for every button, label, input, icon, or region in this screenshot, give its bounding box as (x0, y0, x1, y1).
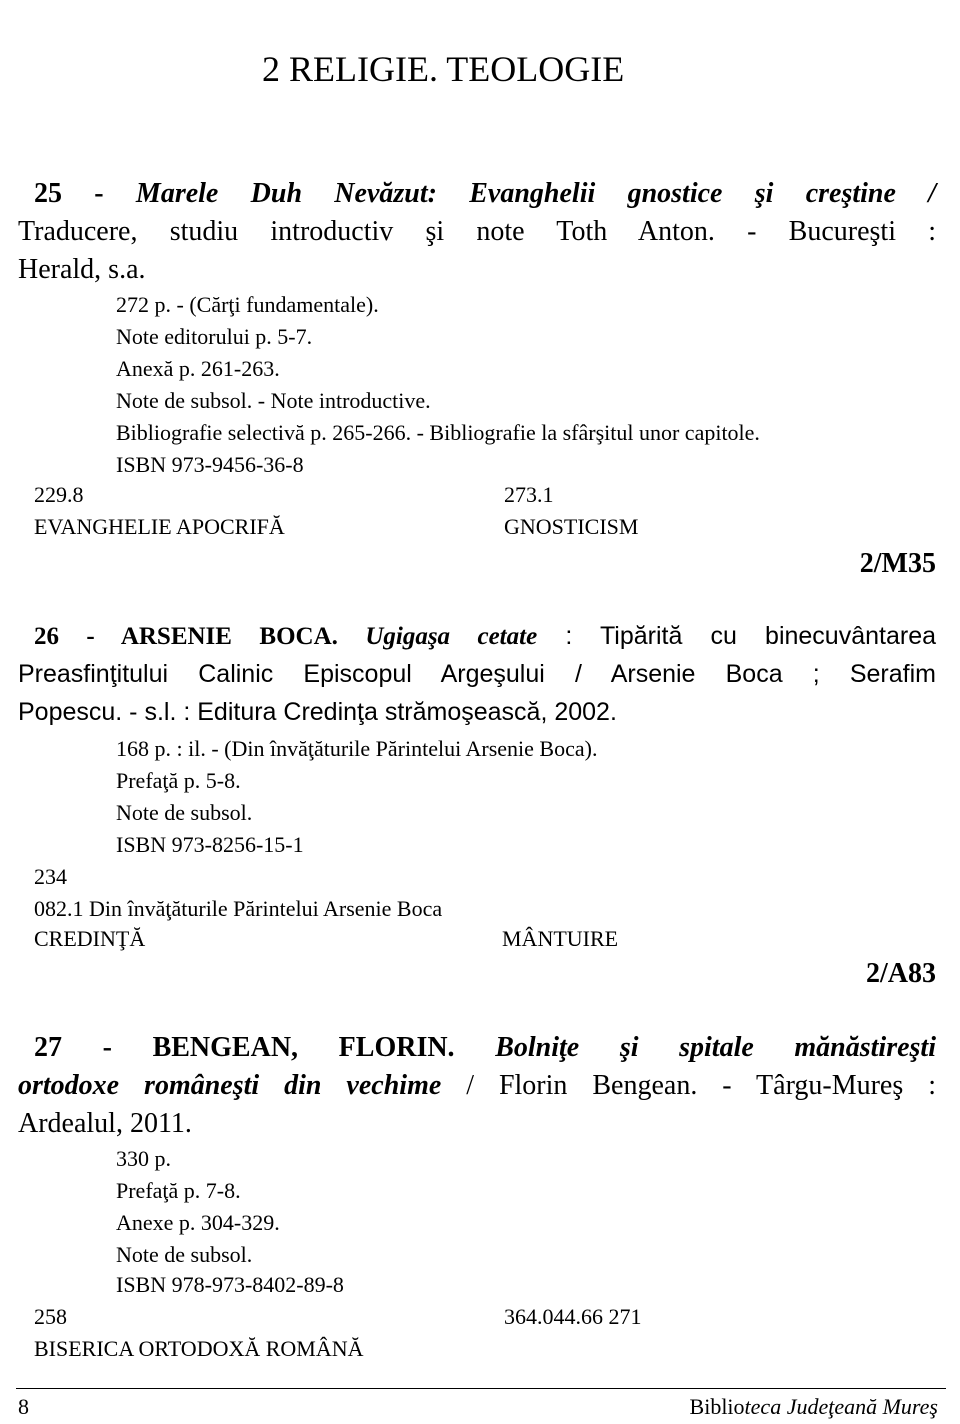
subject-left: EVANGHELIE APOCRIFĂ (34, 514, 285, 539)
footer-library-rest: teca Judeţeană Mureş (744, 1394, 938, 1419)
entry-27-line1 (34, 1032, 936, 1064)
entry-title-rest: / Florin Bengean. - Târgu-Mureş : (441, 1070, 936, 1101)
entry-25-line1 (34, 178, 936, 210)
entry-26-line3: Popescu. - s.l. : Editura Credinţa strămoşească, 2002. (18, 698, 617, 726)
entry-number: 25 - (34, 178, 136, 209)
entry-title-cont: ortodoxe româneşti din vechime (18, 1070, 442, 1101)
classification-1: 234 (34, 864, 67, 889)
detail-line: 330 p. (116, 1146, 171, 1171)
detail-line: 168 p. : il. - (Din învăţăturile Părintelui Arsenie Boca). (116, 736, 598, 761)
entry-26-line2: Preasfinţitului Calinic Episcopul Argeşului / Arsenie Boca ; Serafim (18, 660, 936, 688)
detail-line: Prefaţă p. 7-8. (116, 1178, 241, 1203)
shelf-mark: 2/M35 (859, 548, 936, 579)
entry-26-line1 (34, 622, 936, 651)
footer-rule (16, 1388, 946, 1389)
detail-line: Anexă p. 261-263. (116, 356, 280, 381)
entry-27-line3: Ardealul, 2011. (18, 1108, 192, 1139)
entry-author: 27 - BENGEAN, FLORIN. (34, 1032, 455, 1063)
detail-line: 272 p. - (Cărţi fundamentale). (116, 292, 379, 317)
detail-line: Note de subsol. (116, 800, 253, 825)
classification-right: 273.1 (504, 482, 554, 507)
classification-left: 229.8 (34, 482, 84, 507)
subject-left: CREDINŢĂ (34, 926, 146, 951)
entry-25-line2: Traducere, studiu introductiv şi note Toth Anton. - Bucureşti : (18, 216, 936, 247)
subject-left: BISERICA ORTODOXĂ ROMÂNĂ (34, 1336, 364, 1361)
page-number: 8 (18, 1394, 29, 1419)
entry-27-line2 (18, 1070, 936, 1102)
detail-line: Anexe p. 304-329. (116, 1210, 280, 1235)
subject-right: MÂNTUIRE (502, 926, 619, 951)
entry-title-rest: : Tipărită cu binecuvântarea (537, 622, 937, 650)
footer-library-prefix: Biblio (689, 1394, 745, 1419)
detail-line: Prefaţă p. 5-8. (116, 768, 241, 793)
shelf-mark: 2/A83 (866, 958, 936, 989)
classification-left: 258 (34, 1304, 67, 1329)
detail-line: Note de subsol. (116, 1242, 253, 1267)
footer-library (690, 1394, 938, 1420)
classification-right: 364.044.66 271 (504, 1304, 642, 1329)
entry-title: Ugigaşa cetate (365, 623, 538, 650)
entry-title: Marele Duh Nevăzut: Evanghelii gnostice şi creştine / (135, 178, 936, 209)
subject-right: GNOSTICISM (504, 514, 639, 539)
isbn: ISBN 973-8256-15-1 (116, 832, 304, 857)
entry-title: Bolniţe şi spitale mănăstireşti (495, 1032, 936, 1063)
entry-author: 26 - ARSENIE BOCA. (34, 623, 338, 650)
entry-25-line3: Herald, s.a. (18, 254, 146, 285)
page-title: 2 RELIGIE. TEOLOGIE (262, 49, 625, 89)
classification-2: 082.1 Din învăţăturile Părintelui Arsenie Boca (34, 896, 443, 921)
isbn: ISBN 978-973-8402-89-8 (116, 1272, 344, 1297)
detail-line: Bibliografie selectivă p. 265-266. - Bibliografie la sfârşitul unor capitole. (116, 420, 760, 445)
isbn: ISBN 973-9456-36-8 (116, 452, 304, 477)
detail-line: Note de subsol. - Note introductive. (116, 388, 431, 413)
detail-line: Note editorului p. 5-7. (116, 324, 313, 349)
